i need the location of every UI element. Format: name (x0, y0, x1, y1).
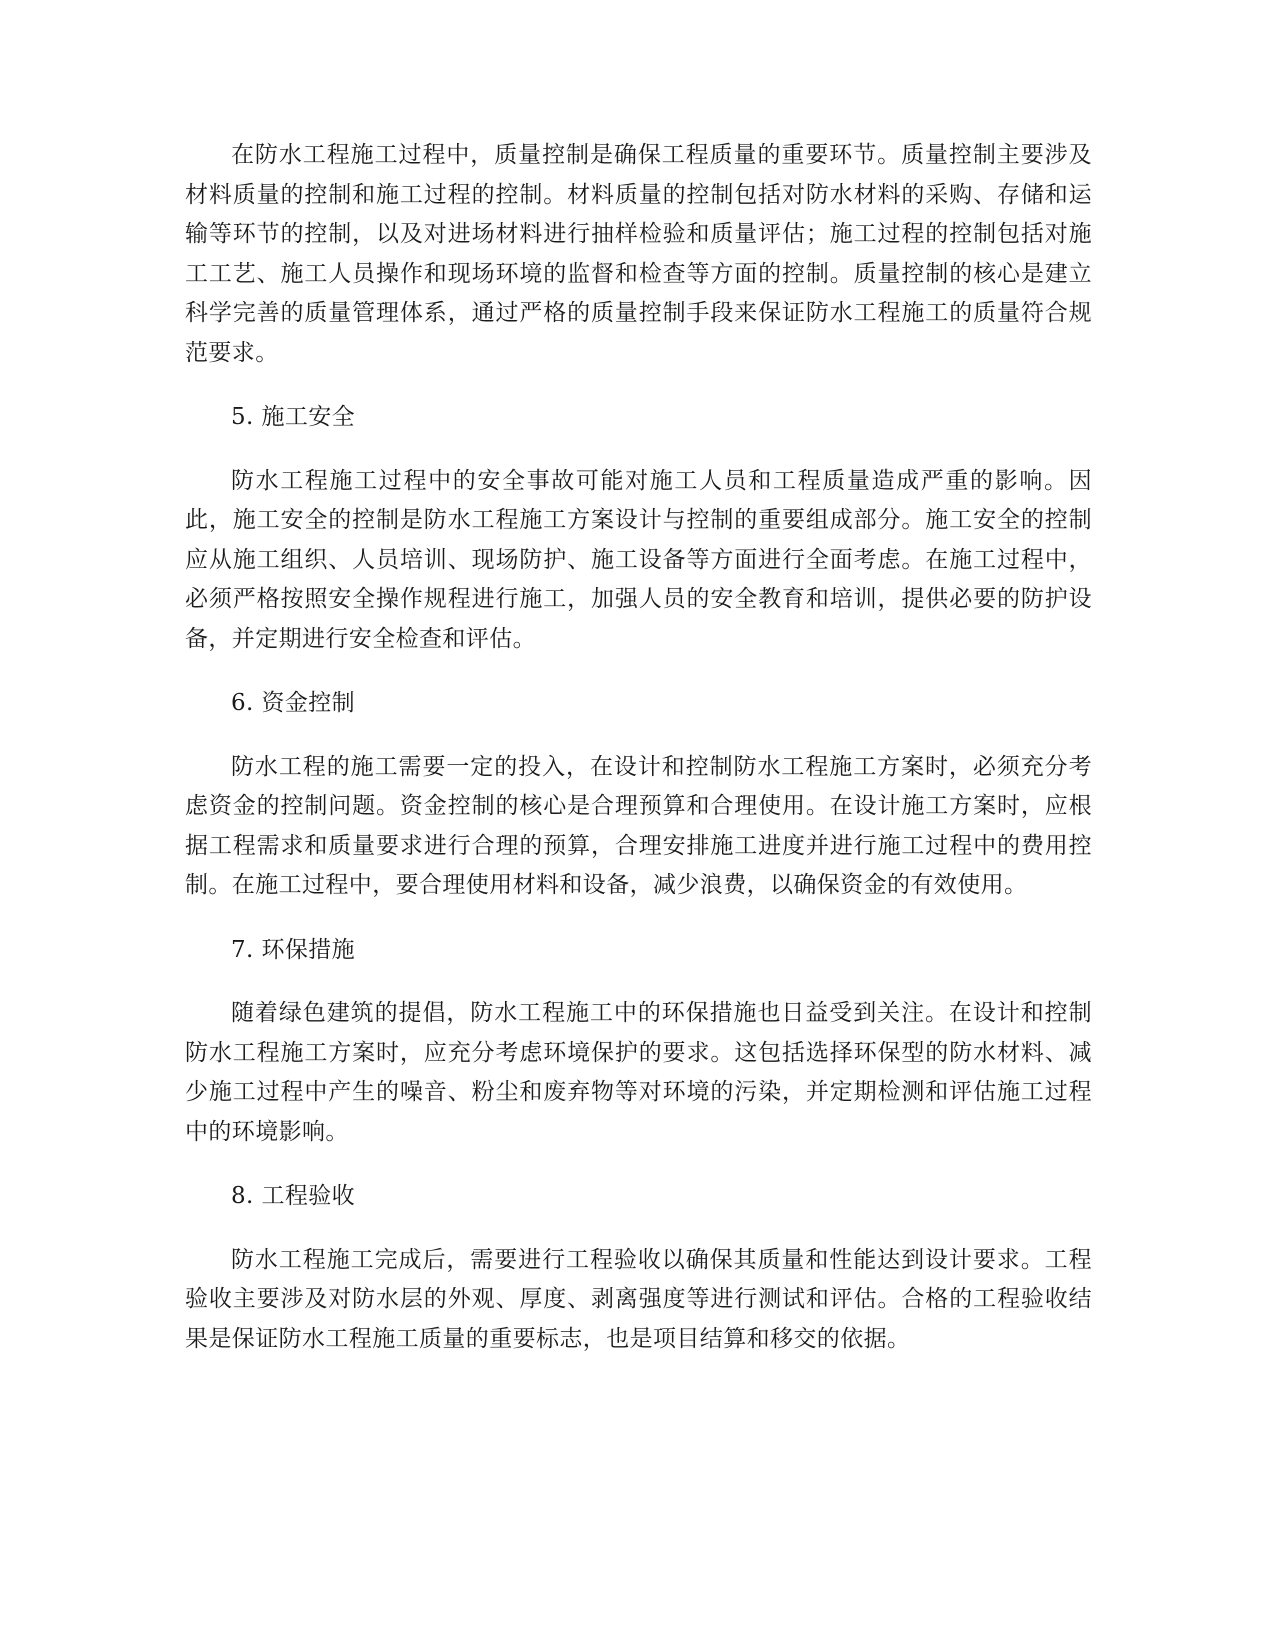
section-heading-acceptance: 8. 工程验收 (231, 1183, 356, 1209)
section-heading-environmental-measures: 7. 环保措施 (231, 936, 356, 963)
section-heading-fund-control: 6. 资金控制 (231, 690, 356, 716)
section-heading-construction-safety: 5. 施工安全 (231, 404, 356, 430)
paragraph-acceptance: 防水工程施工完成后，需要进行工程验收以确保其质量和性能达到设计要求。工程验收主要涉及对防水层的外观、厚度、剥离强度等进行测试和评估。合格的工程验收结果是保证防水工程施工质量的重要标志，也是项目结算和移交的依据。 (185, 1246, 1092, 1352)
paragraph-environmental-measures: 随着绿色建筑的提倡，防水工程施工中的环保措施也日益受到关注。在设计和控制防水工程施工方案时，应充分考虑环境保护的要求。这包括选择环保型的防水材料、减少施工过程中产生的噪音、粉尘和废弃物等对环境的污染，并定期检测和评估施工过程中的环境影响。 (185, 1000, 1092, 1145)
paragraph-fund-control: 防水工程的施工需要一定的投入，在设计和控制防水工程施工方案时，必须充分考虑资金的控制问题。资金控制的核心是合理预算和合理使用。在设计施工方案时，应根据工程需求和质量要求进行合理的预算，合理安排施工进度并进行施工过程中的费用控制。在施工过程中，要合理使用材料和设备，减少浪费，以确保资金的有效使用。 (185, 753, 1092, 898)
paragraph-quality-control: 在防水工程施工过程中，质量控制是确保工程质量的重要环节。质量控制主要涉及材料质量的控制和施工过程的控制。材料质量的控制包括对防水材料的采购、存储和运输等环节的控制，以及对进场材料进行抽样检验和质量评估；施工过程的控制包括对施工工艺、施工人员操作和现场环境的监督和检查等方面的控制。质量控制的核心是建立科学完善的质量管理体系，通过严格的质量控制手段来保证防水工程施工的质量符合规范要求。 (185, 142, 1092, 366)
document-page (185, 136, 1092, 1384)
paragraph-construction-safety: 防水工程施工过程中的安全事故可能对施工人员和工程质量造成严重的影响。因此，施工安全的控制是防水工程施工方案设计与控制的重要组成部分。施工安全的控制应从施工组织、人员培训、现场防护、施工设备等方面进行全面考虑。在施工过程中，必须严格按照安全操作规程进行施工，加强人员的安全教育和培训，提供必要的防护设备，并定期进行安全检查和评估。 (185, 467, 1092, 652)
